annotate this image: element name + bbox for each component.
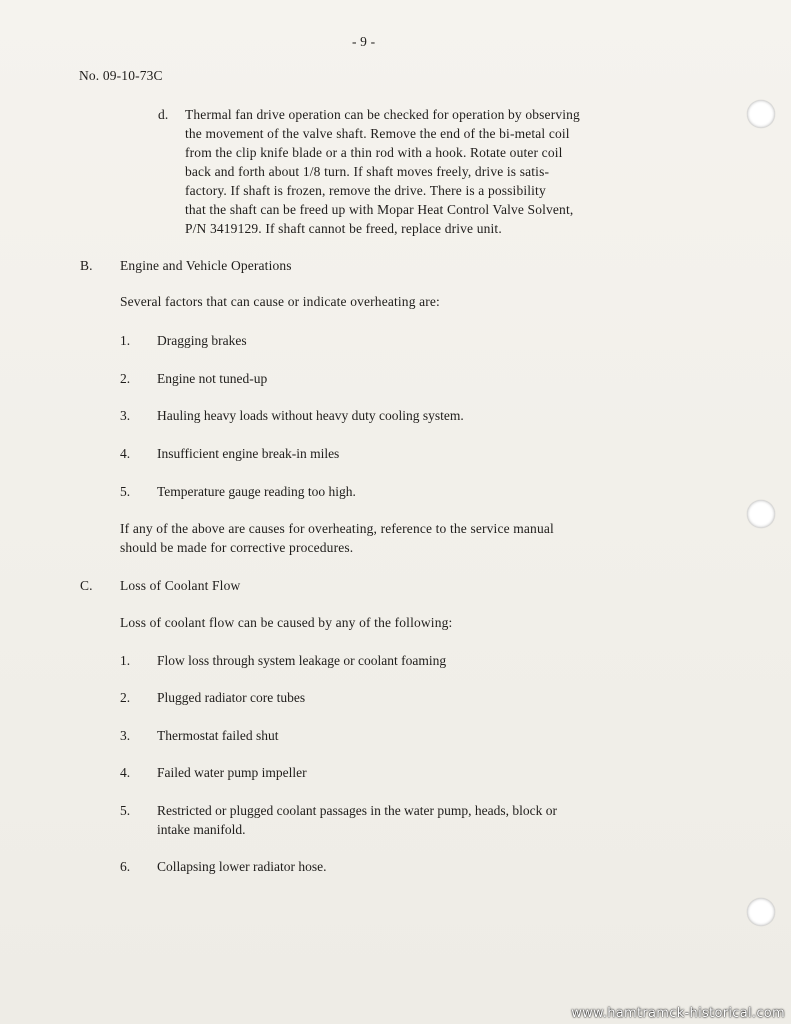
paragraph-d-line: back and forth about 1/8 turn. If shaft moves freely, drive is satis- bbox=[185, 164, 550, 179]
paragraph-d-line: Thermal fan drive operation can be checked for operation by observing bbox=[185, 107, 580, 122]
list-item-number: 2. bbox=[120, 371, 131, 386]
document-number: No. 09-10-73C bbox=[79, 68, 163, 83]
paragraph-d-text bbox=[185, 105, 580, 238]
list-item-text: Flow loss through system leakage or coolant foaming bbox=[157, 653, 447, 668]
list-item-number: 5. bbox=[120, 484, 131, 499]
list-item-text: Engine not tuned-up bbox=[157, 371, 268, 386]
list-item-number: 5. bbox=[120, 803, 131, 818]
page-number: - 9 - bbox=[352, 34, 376, 49]
list-item-text: Failed water pump impeller bbox=[157, 765, 307, 780]
list-item-number: 3. bbox=[120, 728, 131, 743]
punch-hole bbox=[747, 898, 775, 926]
punch-hole bbox=[747, 100, 775, 128]
paragraph-d-line: factory. If shaft is frozen, remove the drive. There is a possibility bbox=[185, 183, 546, 198]
section-c-heading: Loss of Coolant Flow bbox=[120, 578, 241, 593]
section-b-letter: B. bbox=[80, 258, 93, 273]
section-b-note bbox=[120, 519, 554, 557]
section-b-note-line: If any of the above are causes for overheating, reference to the service manual bbox=[120, 521, 554, 536]
list-item-text: Thermostat failed shut bbox=[157, 728, 279, 743]
paragraph-d-line: from the clip knife blade or a thin rod with a hook. Rotate outer coil bbox=[185, 145, 563, 160]
punch-hole bbox=[747, 500, 775, 528]
list-item-text: Plugged radiator core tubes bbox=[157, 690, 306, 705]
list-item-number: 4. bbox=[120, 765, 131, 780]
list-item-text: intake manifold. bbox=[157, 822, 246, 837]
list-item-text: Hauling heavy loads without heavy duty cooling system. bbox=[157, 408, 464, 423]
list-item-text: Temperature gauge reading too high. bbox=[157, 484, 356, 499]
list-item-text: Restricted or plugged coolant passages in the water pump, heads, block or bbox=[157, 803, 558, 818]
section-b-intro: Several factors that can cause or indicate overheating are: bbox=[120, 294, 440, 309]
list-item-number: 4. bbox=[120, 446, 131, 461]
section-b-heading: Engine and Vehicle Operations bbox=[120, 258, 292, 273]
watermark: www.hamtramck-historical.com bbox=[571, 1006, 785, 1021]
list-item-text: Dragging brakes bbox=[157, 333, 247, 348]
list-item-number: 1. bbox=[120, 653, 131, 668]
paragraph-d-line: the movement of the valve shaft. Remove the end of the bi-metal coil bbox=[185, 126, 570, 141]
list-item-number: 6. bbox=[120, 859, 131, 874]
section-c-letter: C. bbox=[80, 578, 93, 593]
list-item-number: 2. bbox=[120, 690, 131, 705]
section-c-intro: Loss of coolant flow can be caused by any of the following: bbox=[120, 615, 453, 630]
list-item-number: 1. bbox=[120, 333, 131, 348]
section-b-note-line: should be made for corrective procedures. bbox=[120, 540, 354, 555]
paragraph-d-line: that the shaft can be freed up with Mopar Heat Control Valve Solvent, bbox=[185, 202, 574, 217]
list-item-number: 3. bbox=[120, 408, 131, 423]
paragraph-d-line: P/N 3419129. If shaft cannot be freed, replace drive unit. bbox=[185, 221, 502, 236]
list-item-text: Insufficient engine break-in miles bbox=[157, 446, 340, 461]
paragraph-d-marker: d. bbox=[158, 107, 169, 122]
list-item-text: Collapsing lower radiator hose. bbox=[157, 859, 327, 874]
